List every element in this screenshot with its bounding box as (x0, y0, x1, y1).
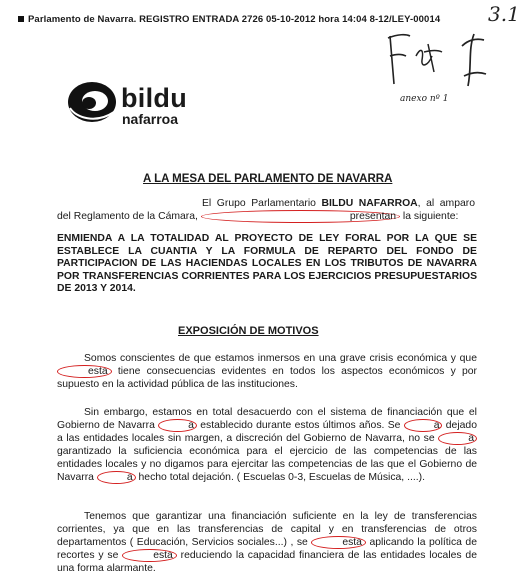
handwritten-annex-note: anexo nº 1 (400, 94, 449, 104)
p3-text-a: Tenemos que garantizar una financiación suficiente en la ley de transferencias corrientes, ya que en las transferencias de capital y en transferencias de otros departamentos ( Educación, Servicios sociales...) , se (57, 511, 477, 548)
paragraph-1 (57, 352, 477, 391)
document-heading: A LA MESA DEL PARLAMENTO DE NAVARRA (143, 173, 393, 185)
intro-text-1: El Grupo Parlamentario (202, 198, 322, 209)
circled-word: a (97, 471, 136, 484)
p2-text-e: hecho total dejación. ( Escuelas 0-3, Escuelas de Música, ....). (135, 472, 425, 483)
logo-subtitle: nafarroa (122, 111, 179, 127)
handwritten-signature (376, 26, 506, 96)
paragraph-2 (57, 406, 477, 484)
p2-text-a: Sin embargo, estamos en total desacuerdo con el sistema de financiación que el Gobierno de Navarra (57, 407, 477, 431)
circled-word: a (438, 432, 477, 445)
intro-text-3: la siguiente: (400, 211, 459, 222)
circled-word: a (404, 419, 443, 432)
bildu-logo-icon (66, 78, 120, 124)
p1-text-b: tiene consecuencias evidentes en todos los aspectos económicos y por supuesto en la actividad pública de las instituciones. (57, 366, 477, 390)
stamp-bullet-icon (18, 16, 24, 22)
intro-paragraph (57, 197, 475, 223)
circled-word: esta (311, 536, 366, 549)
p3-text-b: aplicando la política de recortes y se (57, 537, 477, 561)
p2-text-c: dejado a las entidades locales sin margen, a discreción del Gobierno de Navarra, no se (57, 420, 477, 444)
paragraph-3 (57, 510, 477, 575)
circled-word: esta (122, 549, 177, 562)
circled-word: presentan (201, 210, 400, 223)
p3-text-c: reduciendo la capacidad financiera de las entidades locales de una forma alarmante. (57, 550, 477, 574)
handwritten-page-mark: 3.1 (488, 2, 520, 26)
circled-word: a (158, 419, 197, 432)
section-title: EXPOSICIÓN DE MOTIVOS (178, 325, 319, 337)
circled-word: esta (57, 365, 112, 378)
group-name: BILDU NAFARROA (321, 198, 418, 209)
logo-wordmark (121, 84, 187, 126)
p2-text-d: garantizado la suficiencia económica para el ejercicio de las competencias de las entidades locales y no digamos para ejercitar las competencias de las que el Gobierno de Navarra (57, 446, 477, 483)
p2-text-b: establecido durante estos últimos años. Se (196, 420, 404, 431)
amendment-title: ENMIENDA A LA TOTALIDAD AL PROYECTO DE LEY FORAL POR LA QUE SE ESTABLECE LA CUANTIA Y LA FORMULA DE REPARTO DEL FONDO DE PARTICIPACION DE LAS HACIENDAS LOCALES EN LOS TRIBUTOS DE NAVARRA POR TRANSFERENCIAS CORRIENTES PARA LOS EJERCICIOS PRESUPUESTARIOS DE 2013 Y 2014. (57, 233, 477, 295)
intro-text-2: , al amparo del Reglamento de la Cámara, (57, 198, 475, 222)
registry-stamp-text: Parlamento de Navarra. REGISTRO ENTRADA 2726 05-10-2012 hora 14:04 8-12/LEY-00014 (28, 14, 441, 25)
p1-text-a: Somos conscientes de que estamos inmersos en una grave crisis económica y que (84, 353, 477, 364)
logo-name: bildu (121, 83, 187, 113)
registry-stamp (18, 14, 440, 25)
